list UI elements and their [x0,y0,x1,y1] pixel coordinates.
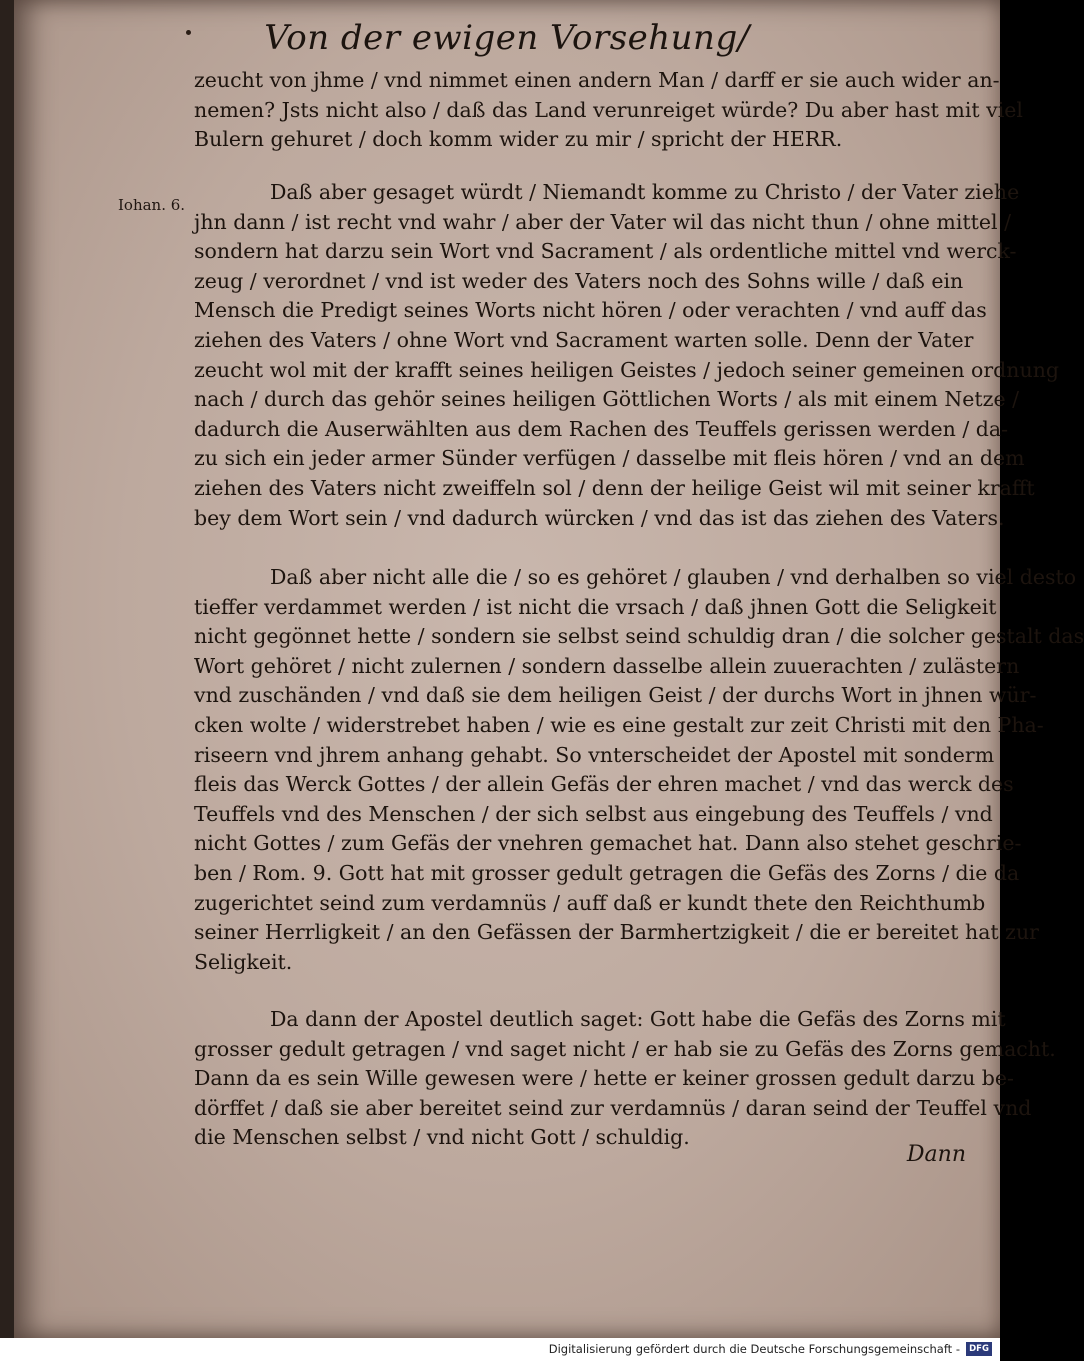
dfg-logo-icon: DFG [966,1342,992,1356]
text-line: nemen? Jsts nicht also / daß das Land verunreiget würde? Du aber hast mit viel [194,97,1023,122]
paragraph-1 [194,66,1023,155]
text-line: riseern vnd jhrem anhang gehabt. So vnterscheidet der Apostel mit sonderm [194,742,995,767]
text-line: dörffet / daß sie aber bereitet seind zur verdamnüs / daran seind der Teuffel vnd [194,1095,1032,1120]
text-line: vnd zuschänden / vnd daß sie dem heiligen Geist / der durchs Wort in jhnen wür- [194,683,1037,708]
paragraph-2 [194,178,1060,533]
text-line: Mensch die Predigt seines Worts nicht hören / oder verachten / vnd auff das [194,298,987,323]
text-line: zeucht von jhme / vnd nimmet einen andern Man / darff er sie auch wider an- [194,68,1000,92]
text-line: seiner Herrligkeit / an den Gefässen der Barmhertzigkeit / die er bereitet hat zur [194,920,1039,945]
text-line: zeug / verordnet / vnd ist weder des Vaters noch des Sohns wille / daß ein [194,268,964,293]
text-line: zu sich ein jeder armer Sünder verfügen / dasselbe mit fleis hören / vnd an dem [194,446,1025,471]
text-line: Wort gehöret / nicht zulernen / sondern dasselbe allein zuuerachten / zulästern [194,653,1020,678]
text-line: ziehen des Vaters nicht zweiffeln sol / denn der heilige Geist wil mit seiner krafft [194,475,1035,500]
text-line: tieffer verdammet werden / ist nicht die vrsach / daß jhnen Gott die Seligkeit [194,594,997,619]
catchword: Dann [906,1142,966,1167]
text-line: ziehen des Vaters / ohne Wort vnd Sacrament warten solle. Denn der Vater [194,327,974,352]
text-line: ben / Rom. 9. Gott hat mit grosser gedult getragen die Gefäs des Zorns / die da [194,860,1020,885]
text-line: nicht Gottes / zum Gefäs der vnehren gemachet hat. Dann also stehet geschrie- [194,831,1022,856]
text-line: zeucht wol mit der krafft seines heiligen Geistes / jedoch seiner gemeinen ordnung [194,357,1060,382]
text-line: Teuffels vnd des Menschen / der sich selbst aus eingebung des Teuffels / vnd [194,801,993,826]
text-line: zugerichtet seind zum verdamnüs / auff daß er kundt thete den Reichthumb [194,890,986,915]
funding-credit: Digitalisierung gefördert durch die Deutsche Forschungsgemeinschaft - [548,1342,960,1356]
text-line: Seligkeit. [194,949,293,974]
margin-reference: Iohan. 6. [118,196,186,214]
text-line: cken wolte / widerstrebet haben / wie es eine gestalt zur zeit Christi mit den Pha- [194,712,1044,737]
text-line: Daß aber nicht alle die / so es gehöret / glauben / vnd derhalben so viel desto [270,565,1077,589]
paragraph-3 [194,563,1084,977]
text-line: Da dann der Apostel deutlich saget: Gott habe die Gefäs des Zorns mit [270,1007,1006,1031]
text-line: nach / durch das gehör seines heiligen Göttlichen Worts / als mit einem Netze / [194,387,1019,412]
text-line: die Menschen selbst / vnd nicht Gott / schuldig. [194,1125,690,1150]
text-line: fleis das Werck Gottes / der allein Gefäs der ehren machet / vnd das werck des [194,772,1014,797]
footer-bar [0,1338,1000,1361]
text-line: dadurch die Auserwählten aus dem Rachen des Teuffels gerissen werden / da- [194,416,1009,441]
text-line: Dann da es sein Wille gewesen were / hette er keiner grossen gedult darzu be- [194,1066,1014,1091]
paragraph-4 [194,1005,1056,1153]
running-header: Von der ewigen Vorsehung/ [264,18,750,58]
text-line: jhn dann / ist recht vnd wahr / aber der Vater wil das nicht thun / ohne mittel / [194,209,1012,234]
text-line: Daß aber gesaget würdt / Niemandt komme zu Christo / der Vater ziehe [270,180,1020,204]
text-line: Bulern gehuret / doch komm wider zu mir / spricht der HERR. [194,127,843,152]
book-page [14,0,1084,1338]
text-line: sondern hat darzu sein Wort vnd Sacrament / als ordentliche mittel vnd werck- [194,239,1017,264]
text-line: nicht gegönnet hette / sondern sie selbst seind schuldig dran / die solcher gestalt das [194,624,1084,649]
text-line: bey dem Wort sein / vnd dadurch würcken / vnd das ist das ziehen des Vaters. [194,505,1005,530]
text-line: grosser gedult getragen / vnd saget nicht / er hab sie zu Gefäs des Zorns gemacht. [194,1036,1056,1061]
